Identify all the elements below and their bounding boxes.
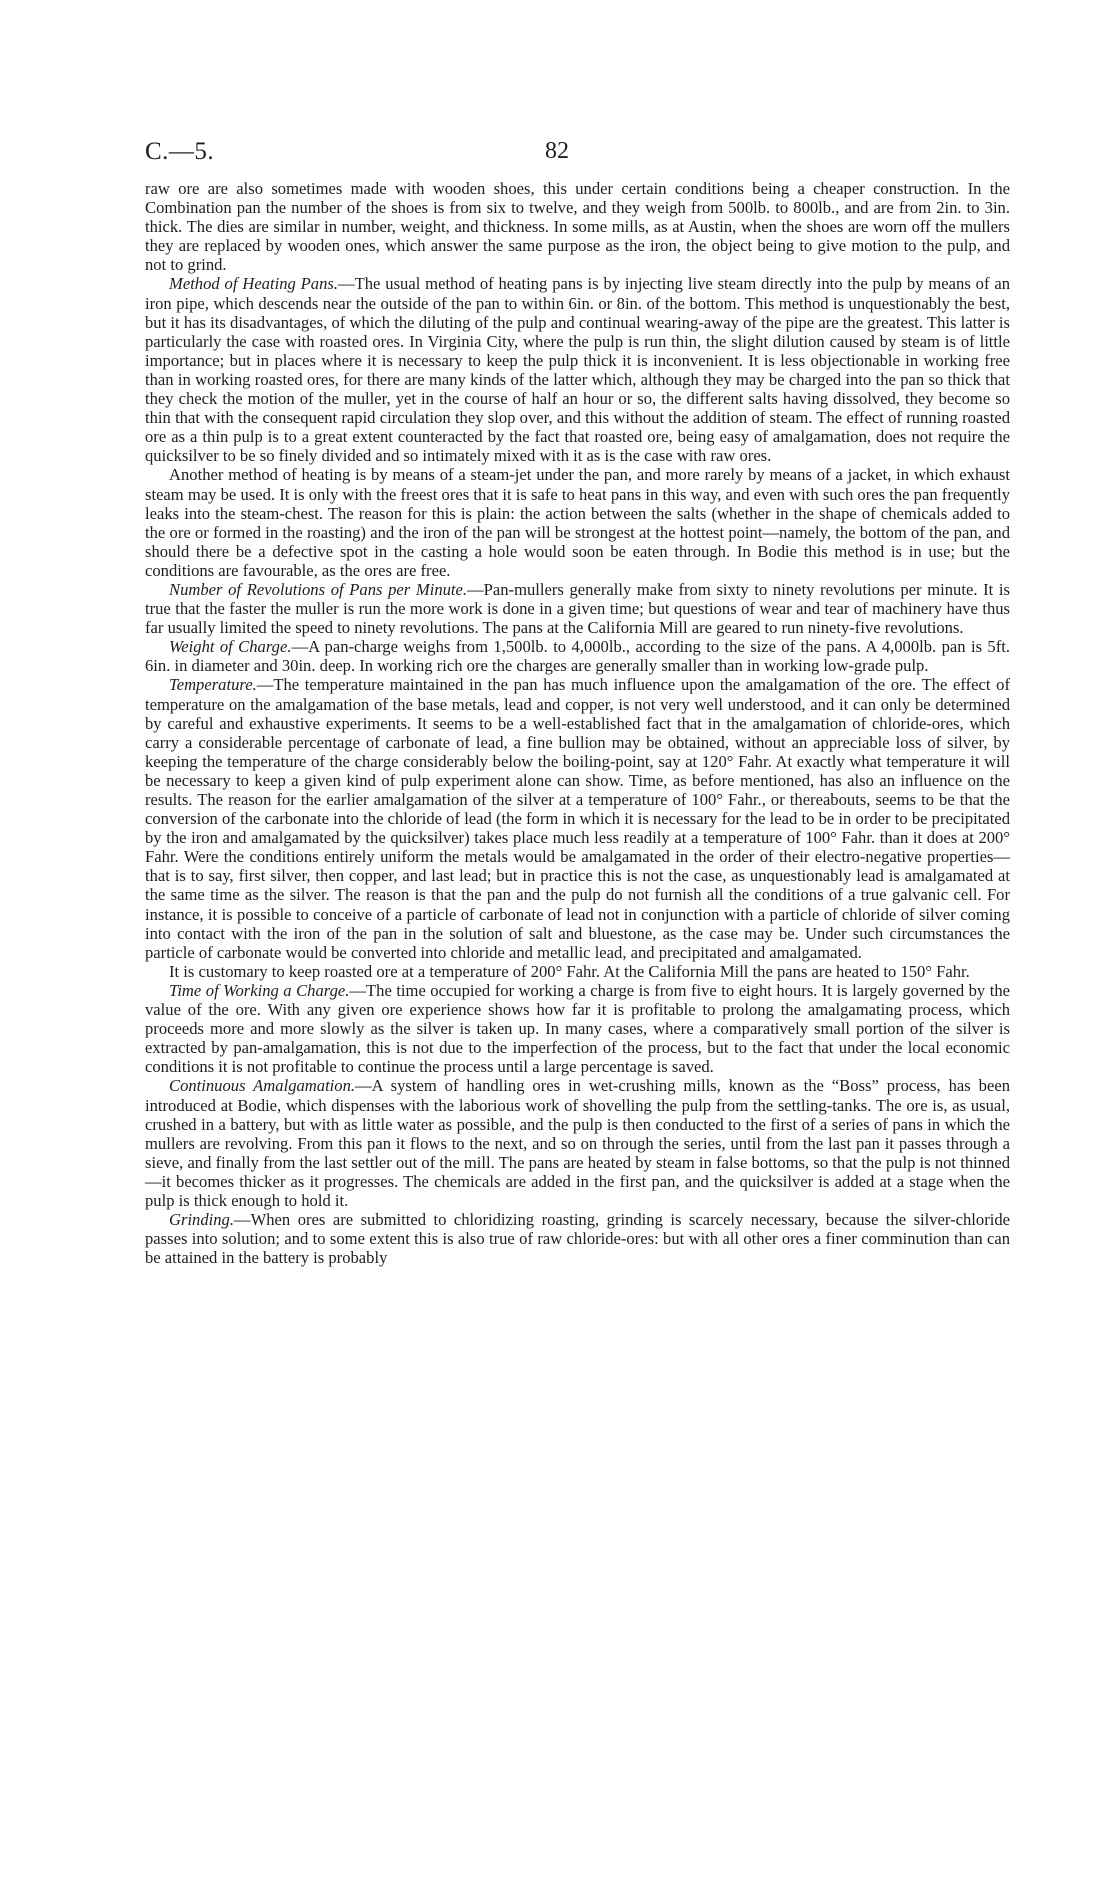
- paragraph-pan-shoes: [145, 179, 1010, 274]
- section-heading: Method of Heating Pans.: [169, 274, 339, 294]
- paragraph-text: —A pan-charge weighs from 1,500lb. to 4,000lb., according to the size of the pans. A 4,000lb. pan is 5ft. 6in. in diameter and 30in. deep. In working rich ore the charges are generally smaller than in working low-grade pulp.: [145, 637, 1011, 676]
- paragraph-text: —The time occupied for working a charge is from five to eight hours. It is largely governed by the value of the ore. With any given ore experience shows how far it is profitable to prolong the amalgamating process, which proceeds more and more slowly as the silver is taken up. In many cases, where a comparatively small portion of the silver is extracted by pan-amalgamation, this is not due to the imperfection of the process, but to the fact that under the local economic conditions it is not profitable to continue the process until a large percentage is saved.: [145, 980, 1010, 1077]
- section-heading: Grinding.: [169, 1210, 234, 1230]
- paragraph-steam-jet: [145, 465, 1010, 580]
- paragraph-revolutions: [145, 580, 1010, 637]
- document-reference: C.—5.: [145, 138, 215, 165]
- paragraph-continuous-amalgamation: [145, 1076, 1010, 1210]
- page-header: [145, 138, 1010, 178]
- paragraph-weight-of-charge: [145, 637, 1010, 675]
- document-page: [145, 138, 1010, 1267]
- paragraph-text: —The temperature maintained in the pan has much influence upon the amalgamation of the ore. The effect of temperature on the amalgamation of the base metals, lead and copper, is not very well understood, and it can only be determined by careful and exhaustive experiments. It seems to be a well-established fact that in the amalgamation of chloride-ores, which carry a considerable percentage of carbonate of lead, a fine bullion may be obtained, without an appreciable loss of silver, by keeping the temperature of the charge considerably below the boiling-point, say at 120° Fahr. At exactly what temperature it will be necessary to keep a given kind of pulp experiment alone can show. Time, as before mentioned, has also an influence on the results. The reason for the earlier amalgamation of the silver at a temperature of 100° Fahr., or thereabouts, seems to be that the conversion of the carbonate into the chloride of lead (the form in which it is necessary for the lead to be in order to be precipitated by the iron and amalgamated by the quicksilver) takes place much less readily at a temperature of 100° Fahr. than it does at 200° Fahr. Were the conditions entirely uniform the metals would be amalgamated in the order of their electro-negative properties—that is to say, first silver, then copper, and last lead; but in practice this is not the case, as unquestionably lead is amalgamated at the same time as the silver. The reason is that the pan and the pulp do not furnish all the conditions of a true galvanic cell. For instance, it is possible to conceive of a particle of carbonate of lead not in conjunction with a particle of chloride of silver coming into contact with the iron of the pan in the solution of salt and bluestone, as the case may be. Under such circumstances the particle of carbonate would be converted into chloride and metallic lead, and precipitated and amalgamated.: [145, 675, 1010, 962]
- body-text: [145, 179, 1010, 1267]
- paragraph-text: raw ore are also sometimes made with wooden shoes, this under certain conditions being a cheaper construction. In the Combination pan the number of the shoes is from six to twelve, and they weigh from 500lb. to 800lb., and are from 2in. to 3in. thick. The dies are similar in number, weight, and thickness. In some mills, as at Austin, when the shoes are worn off the mullers they are replaced by wooden ones, which answer the same purpose as the iron, the object being to give motion to the pulp, and not to grind.: [145, 179, 1010, 275]
- paragraph-text: —When ores are submitted to chloridizing roasting, grinding is scarcely necessary, because the silver-chloride passes into solution; and to some extent this is also true of raw chloride-ores: but with all other ores a finer comminution than can be attained in the battery is probably: [145, 1210, 1010, 1268]
- section-heading: Time of Working a Charge.: [169, 980, 350, 1000]
- paragraph-text: —A system of handling ores in wet-crushing mills, known as the “Boss” process, has been introduced at Bodie, which dispenses with the laborious work of shovelling the pulp from the settling-tanks. The ore is, as usual, crushed in a battery, but with as little water as possible, and the pulp is then conducted to the first of a series of pans in which the mullers are revolving. From this pan it flows to the next, and so on through the series, until from the last pan it passes through a sieve, and finally from the last settler out of the mill. The pans are heated by steam in false bottoms, so that the pulp is not thinned—it becomes thicker as it progresses. The chemicals are added in the first pan, and the quicksilver is added at a stage when the pulp is thick enough to hold it.: [145, 1076, 1010, 1210]
- paragraph-time-of-working: [145, 981, 1010, 1076]
- paragraph-grinding: [145, 1210, 1010, 1267]
- page-number: 82: [545, 138, 569, 164]
- paragraph-heating-pans: [145, 274, 1010, 465]
- section-heading: Continuous Amalgamation.: [169, 1076, 356, 1096]
- paragraph-text: Another method of heating is by means of a steam-jet under the pan, and more rarely by means of a jacket, in which exhaust steam may be used. It is only with the freest ores that it is safe to heat pans in this way, and even with such ores the pan frequently leaks into the steam-chest. The reason for this is plain: the action between the salts (whether in the shape of chemicals added to the ore or formed in the roasting) and the iron of the pan will be strongest at the hottest point—namely, the bottom of the pan, and should there be a defective spot in the casting a hole would soon be eaten through. In Bodie this method is in use; but the conditions are favourable, as the ores are free.: [145, 465, 1010, 580]
- section-heading: Temperature.: [169, 675, 257, 695]
- section-heading: Number of Revolutions of Pans per Minute.: [169, 579, 468, 599]
- paragraph-roasted-ore-temperature: [145, 962, 1010, 981]
- paragraph-text: It is customary to keep roasted ore at a temperature of 200° Fahr. At the California Mill the pans are heated to 150° Fahr.: [169, 961, 970, 981]
- paragraph-text: —Pan-mullers generally make from sixty to ninety revolutions per minute. It is true that the faster the muller is run the more work is done in a given time; but questions of wear and tear of machinery have thus far usually limited the speed to ninety revolutions. The pans at the California Mill are geared to run ninety-five revolutions.: [145, 579, 1010, 638]
- section-heading: Weight of Charge.: [169, 637, 292, 657]
- paragraph-temperature: [145, 675, 1010, 961]
- paragraph-text: —The usual method of heating pans is by injecting live steam directly into the pulp by means of an iron pipe, which descends near the outside of the pan to within 6in. or 8in. of the bottom. This method is unquestionably the best, but it has its disadvantages, of which the diluting of the pulp and continual wearing-away of the pipe are the greatest. This latter is particularly the case with roasted ores. In Virginia City, where the pulp is run thin, the slight dilution caused by steam is of little importance; but in places where it is necessary to keep the pulp thick it is inconvenient. It is less objectionable in working free than in working roasted ores, for there are many kinds of the latter which, although they may be charged into the pan so thick that they check the motion of the muller, yet in the course of half an hour or so, the different salts having dissolved, they become so thin that with the consequent rapid circulation they slop over, and this without the addition of steam. The effect of running roasted ore as a thin pulp is to a great extent counteracted by the fact that roasted ore, being easy of amalgamation, does not require the quicksilver to be so finely divided and so intimately mixed with it as is the case with raw ores.: [145, 274, 1011, 466]
